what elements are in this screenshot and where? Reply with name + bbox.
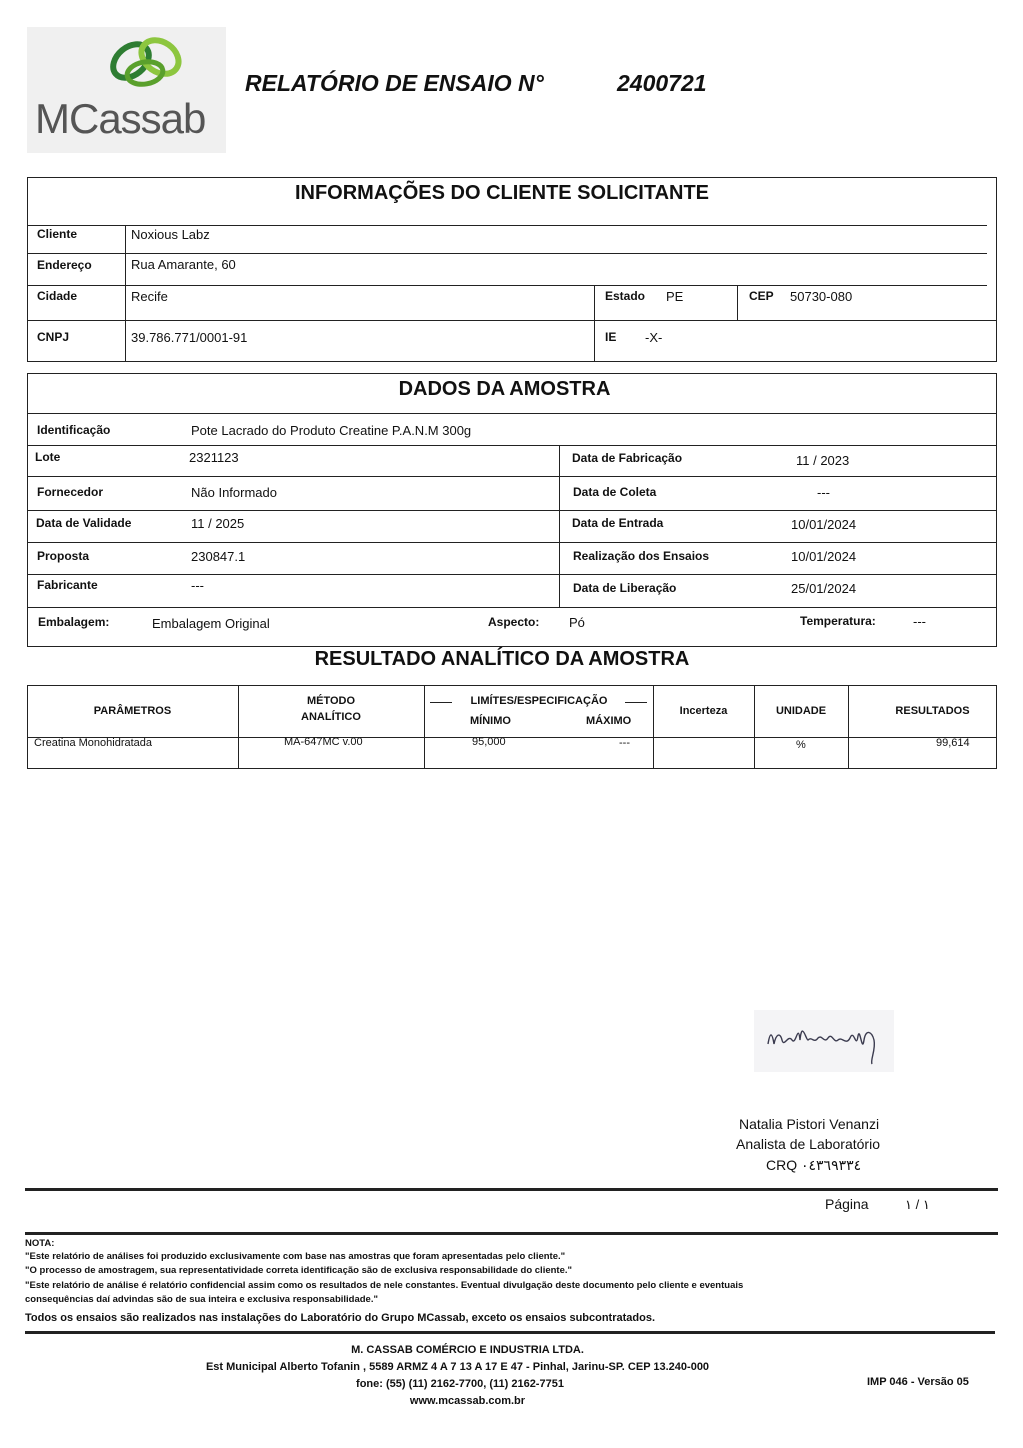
temperatura-label: Temperatura: — [800, 614, 876, 628]
page-label: Página — [825, 1196, 869, 1212]
proposta-label: Proposta — [37, 549, 90, 563]
footer-phone: fone: (55) (11) 2162-7700, (11) 2162-7751 — [356, 1378, 564, 1390]
fornecedor-label: Fornecedor — [37, 485, 104, 499]
signer-name: Natalia Pistori Venanzi — [739, 1116, 880, 1132]
page-value: ١ / ١ — [905, 1197, 930, 1212]
aspecto-value: Pó — [569, 615, 585, 630]
fabricante-label: Fabricante — [37, 578, 98, 592]
report-title: RELATÓRIO DE ENSAIO N° — [245, 70, 544, 96]
note-line-3: "Este relatório de análise é relatório confidencial assim como os resultados de nele constantes. Eventual divulgação deste documento pelo cliente e eventuais — [25, 1280, 744, 1291]
entrada-label: Data de Entrada — [572, 516, 664, 530]
ie-value: -X- — [645, 330, 663, 345]
cep-value: 50730-080 — [790, 289, 853, 304]
cidade-label: Cidade — [37, 289, 78, 303]
coleta-value: --- — [817, 485, 830, 500]
realizacao-label: Realização dos Ensaios — [573, 549, 710, 563]
row-maximo: --- — [619, 737, 630, 749]
signer-crq: CRQ ٠٤٣٦٩٣٣٤ — [766, 1157, 862, 1173]
sample-section-title: DADOS DA AMOSTRA — [398, 378, 611, 400]
report-number: 2400721 — [617, 70, 707, 96]
header-resultados: RESULTADOS — [895, 705, 970, 717]
aspecto-label: Aspecto: — [488, 615, 540, 629]
header-metodo-1: MÉTODO — [306, 695, 356, 707]
row-unidade: % — [796, 739, 806, 751]
note-line-2: "O processo de amostragem, sua representatividade correta identificação são de exclusiva responsabilidade do cliente." — [25, 1265, 573, 1276]
fornecedor-value: Não Informado — [191, 485, 277, 500]
header-limites: LIMÍTES/ESPECIFICAÇÃO — [470, 695, 608, 707]
coleta-label: Data de Coleta — [573, 485, 657, 499]
cnpj-label: CNPJ — [37, 330, 70, 344]
note-line-1: "Este relatório de análises foi produzido exclusivamente com base nas amostras que foram apresentadas pelo cliente." — [25, 1251, 566, 1262]
embalagem-value: Embalagem Original — [152, 616, 270, 631]
footer-company: M. CASSAB COMÉRCIO E INDUSTRIA LTDA. — [351, 1344, 584, 1356]
header-minimo: MÍNIMO — [470, 715, 511, 727]
fabricacao-label: Data de Fabricação — [572, 451, 683, 465]
identificacao-label: Identificação — [37, 423, 111, 437]
cep-label: CEP — [749, 289, 774, 303]
handwritten-signature-icon — [754, 1010, 894, 1072]
header-metodo-2: ANALÍTICO — [301, 711, 361, 723]
estado-value: PE — [666, 289, 684, 304]
entrada-value: 10/01/2024 — [791, 517, 857, 532]
form-code: IMP 046 - Versão 05 — [867, 1376, 969, 1388]
footer-address: Est Municipal Alberto Tofanin , 5589 ARMZ 4 A 7 13 A 17 E 47 - Pinhal, Jarinu-SP. CEP 13.240-000 — [205, 1361, 710, 1373]
logo-text: MCassab — [35, 95, 206, 142]
temperatura-value: --- — [913, 614, 926, 629]
company-logo — [27, 27, 226, 153]
row-parametro: Creatina Monohidratada — [34, 737, 153, 749]
validade-value: 11 / 2025 — [191, 516, 245, 531]
header-unidade: UNIDADE — [775, 705, 827, 717]
endereco-label: Endereço — [37, 258, 92, 272]
note-line-4: consequências daí advindas são de sua inteira e exclusiva responsabilidade." — [25, 1294, 378, 1305]
lote-value: 2321123 — [189, 450, 239, 465]
realizacao-value: 10/01/2024 — [791, 549, 857, 564]
cliente-label: Cliente — [37, 227, 78, 241]
header-incerteza: Incerteza — [679, 705, 728, 717]
footer-website: www.mcassab.com.br — [409, 1395, 526, 1407]
notes-title: NOTA: — [25, 1238, 55, 1249]
signature-image — [754, 1010, 894, 1072]
ie-label: IE — [605, 330, 617, 344]
cliente-value: Noxious Labz — [131, 227, 210, 242]
liberacao-label: Data de Liberação — [573, 581, 677, 595]
embalagem-label: Embalagem: — [38, 615, 110, 629]
cidade-value: Recife — [131, 289, 168, 304]
client-section-title: INFORMAÇÕES DO CLIENTE SOLICITANTE — [294, 182, 710, 204]
results-section-title: RESULTADO ANALÍTICO DA AMOSTRA — [314, 648, 690, 670]
estado-label: Estado — [605, 289, 646, 303]
header-maximo: MÁXIMO — [586, 715, 632, 727]
signer-role: Analista de Laboratório — [736, 1136, 880, 1152]
fabricacao-value: 11 / 2023 — [796, 453, 850, 468]
liberacao-value: 25/01/2024 — [791, 581, 857, 596]
row-minimo: 95,000 — [472, 736, 506, 748]
row-metodo: MA-647MC v.00 — [284, 736, 363, 748]
notes-final: Todos os ensaios são realizados nas instalações do Laboratório do Grupo MCassab, exceto os ensaios subcontratados. — [25, 1312, 656, 1324]
identificacao-value: Pote Lacrado do Produto Creatine P.A.N.M 300g — [191, 423, 472, 438]
header-parametros: PARÂMETROS — [93, 705, 172, 717]
validade-label: Data de Validade — [36, 516, 132, 530]
proposta-value: 230847.1 — [191, 549, 246, 564]
lote-label: Lote — [35, 450, 61, 464]
fabricante-value: --- — [191, 578, 204, 593]
cnpj-value: 39.786.771/0001-91 — [131, 330, 248, 345]
endereco-value: Rua Amarante, 60 — [131, 257, 236, 272]
row-resultado: 99,614 — [936, 737, 970, 749]
